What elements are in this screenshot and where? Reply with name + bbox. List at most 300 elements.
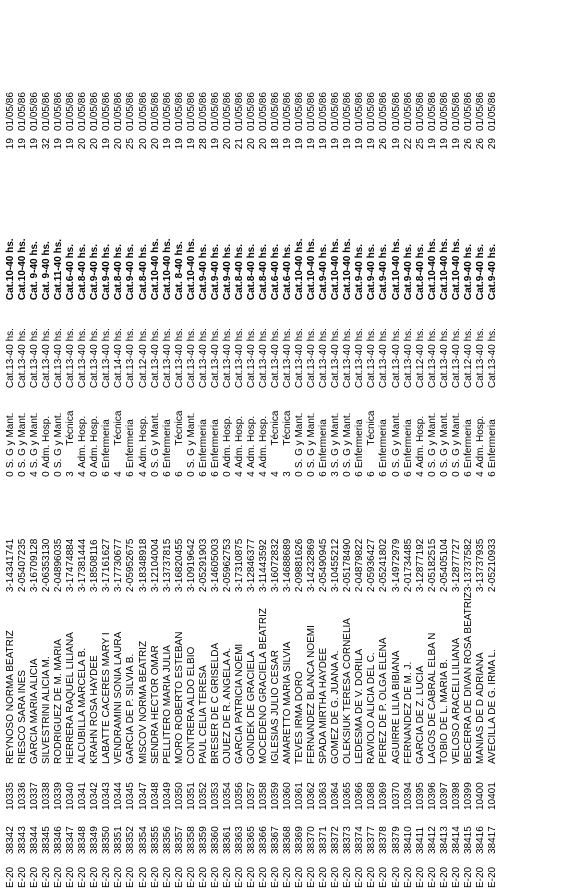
legajo-cell: 10351 xyxy=(185,782,197,810)
area-cell: Adm. Hosp. xyxy=(221,415,233,469)
number-cell: 38410 xyxy=(402,826,414,854)
group-cell: 6 xyxy=(101,471,113,477)
name-cell: BECERRA DE DIVAN ROSA BEATRIZ xyxy=(462,592,474,764)
group-cell: 0 xyxy=(53,471,65,477)
category-from-cell: Cat.13-40 hs. xyxy=(41,328,53,389)
code-cell: E-20 xyxy=(221,866,233,888)
legajo-cell: 10340 xyxy=(65,782,77,810)
date-cell: 01/05/86 xyxy=(378,92,390,132)
category-to-cell: Cat.8-40 hs. xyxy=(245,243,257,301)
category-from-cell: Cat.13-40 hs. xyxy=(390,328,402,389)
category-from-cell: Cat.13-40 hs. xyxy=(233,328,245,389)
document-cell: 3-13737815 xyxy=(161,538,173,593)
count-cell: 19 xyxy=(29,138,41,150)
date-cell: 01/05/86 xyxy=(426,92,438,132)
category-from-cell: Cat.13-40 hs. xyxy=(318,328,330,389)
document-cell: 3-17381444 xyxy=(77,538,89,593)
name-cell: IGLESIAS JULIO CESAR xyxy=(270,650,282,764)
table-row xyxy=(451,92,463,888)
category-from-cell: Cat.13-40 hs. xyxy=(282,328,294,389)
legajo-cell: 10394 xyxy=(402,782,414,810)
code-cell: E-20 xyxy=(101,866,113,888)
date-cell: 01/05/86 xyxy=(113,92,125,132)
code-cell: E-20 xyxy=(17,866,29,888)
area-cell: S. G y Mant. xyxy=(306,412,318,469)
group-cell: 4 xyxy=(29,471,41,477)
number-cell: 38356 xyxy=(161,826,173,854)
group-cell: 0 xyxy=(41,471,53,477)
table-row xyxy=(258,92,270,888)
legajo-cell: 10362 xyxy=(306,782,318,810)
area-cell: Técnica xyxy=(173,410,185,446)
code-cell: E-20 xyxy=(89,866,101,888)
count-cell: 19 xyxy=(209,138,221,150)
document-cell: 2-04879822 xyxy=(354,538,366,593)
name-cell: CONTRERA ALDO ELBIO xyxy=(185,646,197,764)
group-cell: 4 xyxy=(113,471,125,477)
name-cell: OLEKSIUK TERESA CORNELIA xyxy=(342,618,354,764)
code-cell: E-20 xyxy=(450,866,462,888)
area-cell: Enfermeria xyxy=(101,419,113,469)
document-cell: 2-05405104 xyxy=(438,538,450,593)
group-cell: 6 xyxy=(197,471,209,477)
table-row xyxy=(342,92,354,888)
table-row xyxy=(89,92,101,888)
count-cell: 19 xyxy=(5,138,17,150)
category-from-cell: Cat.13-40 hs. xyxy=(486,328,498,389)
table-row xyxy=(41,92,53,888)
table-row xyxy=(174,92,186,888)
table-row xyxy=(415,92,427,888)
number-cell: 38365 xyxy=(245,826,257,854)
number-cell: 38374 xyxy=(354,826,366,854)
table-row xyxy=(101,92,113,888)
name-cell: KRAHN ROSA HAYDEE xyxy=(89,655,101,764)
category-from-cell: Cat.12-40 hs. xyxy=(137,328,149,389)
table-row xyxy=(186,92,198,888)
area-cell: S. G y Mant. xyxy=(450,412,462,469)
code-cell: E-20 xyxy=(282,866,294,888)
group-cell: 0 xyxy=(149,471,161,477)
code-cell: E-20 xyxy=(342,866,354,888)
document-cell: 2-05210933 xyxy=(486,538,498,593)
group-cell: 0 xyxy=(450,471,462,477)
name-cell: GARCIA PATRICIA NOEMI xyxy=(233,643,245,764)
table-row xyxy=(403,92,415,888)
table-row xyxy=(246,92,258,888)
category-from-cell: Cat.13-40 hs. xyxy=(402,328,414,389)
table-row xyxy=(234,92,246,888)
document-cell: 2-05178490 xyxy=(342,538,354,593)
table-row xyxy=(378,92,390,888)
area-cell: Adm. Hosp. xyxy=(245,415,257,469)
table-row xyxy=(222,92,234,888)
category-to-cell: Cat.10-40 hs. xyxy=(5,238,17,301)
group-cell: 4 xyxy=(474,471,486,477)
date-cell: 01/05/86 xyxy=(330,92,342,132)
number-cell: 38346 xyxy=(53,826,65,854)
legajo-cell: 10336 xyxy=(17,782,29,810)
code-cell: E-20 xyxy=(113,866,125,888)
category-to-cell: Cat.10-40 hs. xyxy=(426,238,438,301)
legajo-cell: 10344 xyxy=(113,782,125,810)
count-cell: 19 xyxy=(450,138,462,150)
area-cell: Adm. Hosp. xyxy=(474,415,486,469)
code-cell: E-20 xyxy=(438,866,450,888)
group-cell: 6 xyxy=(462,471,474,477)
legajo-cell: 10354 xyxy=(221,782,233,810)
group-cell: 0 xyxy=(221,471,233,477)
area-cell: Técnica xyxy=(65,410,77,446)
group-cell: 4 xyxy=(245,471,257,477)
group-cell: 6 xyxy=(366,471,378,477)
category-from-cell: Cat.13-40 hs. xyxy=(5,328,17,389)
number-cell: 38416 xyxy=(474,826,486,854)
legajo-cell: 10365 xyxy=(342,782,354,810)
name-cell: AVECILLA DE G. IRMA L. xyxy=(486,649,498,764)
group-cell: 6 xyxy=(209,471,221,477)
legajo-cell: 10399 xyxy=(462,782,474,810)
category-from-cell: Cat.13-40 hs. xyxy=(270,328,282,389)
code-cell: E-20 xyxy=(258,866,269,888)
count-cell: 20 xyxy=(245,138,257,150)
table-row xyxy=(138,92,150,888)
name-cell: VELOSO ARACELI LILIANA xyxy=(450,637,462,764)
date-cell: 01/05/86 xyxy=(354,92,366,132)
area-cell: Adm. Hosp. xyxy=(258,415,269,469)
table-row xyxy=(125,92,137,888)
name-cell: AGUIRRE LILIA BIBIANA xyxy=(390,650,402,764)
date-cell: 01/05/86 xyxy=(270,92,282,132)
date-cell: 01/05/86 xyxy=(149,92,161,132)
code-cell: E-20 xyxy=(378,866,390,888)
category-from-cell: Cat.13-40 hs. xyxy=(294,328,306,389)
category-to-cell: Cat.9-40 hs. xyxy=(89,243,101,301)
table-row xyxy=(427,92,439,888)
document-cell: 3-13737935 xyxy=(474,538,486,593)
document-cell: 2-01734485 xyxy=(402,538,414,593)
category-to-cell: Cat. 9-40 hs. xyxy=(29,241,41,301)
count-cell: 29 xyxy=(486,138,498,150)
number-cell: 38343 xyxy=(17,826,29,854)
count-cell: 19 xyxy=(65,138,77,150)
name-cell: LABATTE CACERES MARY I xyxy=(101,632,113,764)
area-cell: Enfermeria xyxy=(486,419,498,469)
date-cell: 01/05/86 xyxy=(402,92,414,132)
category-from-cell: Cat.13-40 hs. xyxy=(474,328,486,389)
count-cell: 20 xyxy=(89,138,101,150)
code-cell: E-20 xyxy=(149,866,161,888)
date-cell: 01/05/86 xyxy=(221,92,233,132)
category-to-cell: Cat.9-40 hs. xyxy=(209,243,221,301)
number-cell: 38367 xyxy=(270,826,282,854)
number-cell: 38369 xyxy=(294,826,306,854)
date-cell: 01/05/86 xyxy=(233,92,245,132)
category-from-cell: Cat.13-40 hs. xyxy=(77,328,89,389)
area-cell: S. G y Mant. xyxy=(29,412,41,469)
category-to-cell: Cat.8-40 hs. xyxy=(258,243,269,301)
table-row xyxy=(162,92,174,888)
name-cell: TOBIO DE L. MARIA B. xyxy=(438,659,450,764)
date-cell: 01/05/86 xyxy=(197,92,209,132)
count-cell: 26 xyxy=(462,138,474,150)
name-cell: PELLITERO MARIA JULIA xyxy=(161,645,173,764)
category-from-cell: Cat.13-40 hs. xyxy=(65,328,77,389)
date-cell: 01/05/86 xyxy=(282,92,294,132)
category-from-cell: Cat.13-40 hs. xyxy=(185,328,197,389)
category-from-cell: Cat.13-40 hs. xyxy=(53,328,65,389)
code-cell: E-20 xyxy=(209,866,221,888)
group-cell: 0 xyxy=(89,471,101,477)
area-cell: S. G y Mant. xyxy=(342,412,354,469)
date-cell: 01/05/86 xyxy=(438,92,450,132)
category-to-cell: Cat.8-40 hs. xyxy=(233,243,245,301)
count-cell: 21 xyxy=(233,138,245,150)
document-cell: 3-14972979 xyxy=(390,538,402,593)
group-cell: 0 xyxy=(342,471,354,477)
category-from-cell: Cat.14-40 hs. xyxy=(113,328,125,389)
name-cell: MOCEDENO GRACIELA BEATRIZ xyxy=(258,608,269,764)
code-cell: E-20 xyxy=(330,866,342,888)
date-cell: 01/05/86 xyxy=(245,92,257,132)
category-to-cell: Cat.10-40 hs. xyxy=(438,238,450,301)
count-cell: 19 xyxy=(282,138,294,150)
category-to-cell: Cat.9-40 hs. xyxy=(354,243,366,301)
legajo-cell: 10400 xyxy=(474,782,486,810)
area-cell: Adm. Hosp. xyxy=(233,415,245,469)
name-cell: HERRERA RAQUEL LILIANA xyxy=(65,632,77,764)
document-cell: 2-05182515 xyxy=(426,538,438,593)
code-cell: E-20 xyxy=(197,866,209,888)
count-cell: 20 xyxy=(258,138,269,150)
table-row xyxy=(17,92,29,888)
group-cell: 0 xyxy=(5,471,17,477)
category-from-cell: Cat.13-40 hs. xyxy=(258,328,269,389)
table-row xyxy=(487,92,499,888)
table-row xyxy=(53,92,65,888)
date-cell: 01/05/86 xyxy=(414,92,426,132)
code-cell: E-20 xyxy=(366,866,378,888)
name-cell: AMARETTO MARIA SILVIA xyxy=(282,641,294,764)
category-from-cell: Cat.13-40 hs. xyxy=(29,328,41,389)
category-to-cell: Cat.10-40 hs. xyxy=(17,238,29,301)
count-cell: 19 xyxy=(161,138,173,150)
count-cell: 32 xyxy=(41,138,53,150)
group-cell: 4 xyxy=(270,471,282,477)
count-cell: 20 xyxy=(113,138,125,150)
name-cell: FERNANDEZ BLANCA NOEMI xyxy=(306,625,318,764)
area-cell: Enfermeria xyxy=(161,419,173,469)
document-cell: 2-05962753 xyxy=(221,538,233,593)
count-cell: 20 xyxy=(149,138,161,150)
date-cell: 01/05/86 xyxy=(161,92,173,132)
group-cell: 3 xyxy=(65,471,77,477)
date-cell: 01/05/86 xyxy=(185,92,197,132)
category-to-cell: Cat.6-40 hs. xyxy=(65,243,77,301)
category-from-cell: Cat.13-40 hs. xyxy=(366,328,378,389)
number-cell: 38348 xyxy=(77,826,89,854)
code-cell: E-20 xyxy=(414,866,426,888)
number-cell: 38349 xyxy=(89,826,101,854)
category-to-cell: Cat.10-40 hs. xyxy=(342,238,354,301)
document-cell: 3-10919642 xyxy=(185,538,197,593)
group-cell: 0 xyxy=(306,471,318,477)
area-cell: S. G y Mant. xyxy=(5,412,17,469)
legajo-cell: 10369 xyxy=(378,782,390,810)
number-cell: 38379 xyxy=(390,826,402,854)
code-cell: E-20 xyxy=(185,866,197,888)
number-cell: 38378 xyxy=(378,826,390,854)
number-cell: 38342 xyxy=(5,826,17,854)
legajo-cell: 10398 xyxy=(450,782,462,810)
table-row xyxy=(282,92,294,888)
count-cell: 19 xyxy=(330,138,342,150)
table-row xyxy=(318,92,330,888)
table-row xyxy=(113,92,125,888)
table-row xyxy=(391,92,403,888)
date-cell: 01/05/86 xyxy=(294,92,306,132)
number-cell: 38358 xyxy=(185,826,197,854)
group-cell: 6 xyxy=(125,471,137,477)
group-cell: 4 xyxy=(233,471,245,477)
table-row xyxy=(366,92,378,888)
legajo-cell: 10358 xyxy=(258,782,269,810)
category-to-cell: Cat.9-40 hs. xyxy=(402,243,414,301)
number-cell: 38360 xyxy=(209,826,221,854)
name-cell: SPADA MIRTHA HAYDEE xyxy=(318,647,330,764)
code-cell: E-20 xyxy=(173,866,185,888)
number-cell: 38344 xyxy=(29,826,41,854)
count-cell: 19 xyxy=(390,138,402,150)
number-cell: 38370 xyxy=(306,826,318,854)
document-cell: 2-05241802 xyxy=(378,538,390,593)
count-cell: 28 xyxy=(197,138,209,150)
group-cell: 0 xyxy=(438,471,450,477)
date-cell: 01/05/86 xyxy=(258,92,269,132)
category-to-cell: Cat.11-40 hs. xyxy=(53,238,65,301)
category-from-cell: Cat.13-40 hs. xyxy=(438,328,450,389)
legajo-cell: 10357 xyxy=(245,782,257,810)
group-cell: 4 xyxy=(414,471,426,477)
area-cell: Técnica xyxy=(270,410,282,446)
legajo-cell: 10370 xyxy=(390,782,402,810)
category-to-cell: Cat.10-40 hs. xyxy=(185,238,197,301)
category-to-cell: Cat.9-40 hs. xyxy=(474,243,486,301)
code-cell: E-20 xyxy=(402,866,414,888)
date-cell: 01/05/86 xyxy=(366,92,378,132)
code-cell: E-20 xyxy=(41,866,53,888)
number-cell: 38411 xyxy=(414,826,426,854)
document-cell: 2-04896035 xyxy=(53,538,65,593)
table-row xyxy=(475,92,487,888)
name-cell: PAUL CELIA TERESA xyxy=(197,665,209,764)
code-cell: E-20 xyxy=(354,866,366,888)
number-cell: 38413 xyxy=(438,826,450,854)
count-cell: 25 xyxy=(414,138,426,150)
number-cell: 38415 xyxy=(462,826,474,854)
number-cell: 38417 xyxy=(486,826,498,854)
table-row xyxy=(270,92,282,888)
date-cell: 01/05/86 xyxy=(17,92,29,132)
category-to-cell: Cat.9-40 hs. xyxy=(125,243,137,301)
count-cell: 19 xyxy=(354,138,366,150)
category-from-cell: Cat.13-40 hs. xyxy=(450,328,462,389)
code-cell: E-20 xyxy=(306,866,318,888)
legajo-cell: 10348 xyxy=(149,782,161,810)
legajo-cell: 10395 xyxy=(414,782,426,810)
document-cell: 3-11443592 xyxy=(258,539,269,593)
name-cell: SENDRA HECTOR OMAR xyxy=(149,645,161,764)
count-cell: 25 xyxy=(125,138,137,150)
category-to-cell: Cat.6-40 hs. xyxy=(270,243,282,301)
document-cell: 2-06353130 xyxy=(41,538,53,593)
document-cell: 3-14688689 xyxy=(282,538,294,593)
name-cell: MORO ROBERTO ESTEBAN xyxy=(173,631,185,764)
category-from-cell: Cat.13-40 hs. xyxy=(378,328,390,389)
code-cell: E-20 xyxy=(426,866,438,888)
area-cell: S. G y Mant. xyxy=(17,412,29,469)
document-cell: 3-12846377 xyxy=(245,538,257,593)
count-cell: 20 xyxy=(221,138,233,150)
name-cell: RAVIOLO ALICIA DEL C. xyxy=(366,652,378,764)
table-row xyxy=(330,92,342,888)
area-cell: Enfermeria xyxy=(402,419,414,469)
document-cell: 3-17730677 xyxy=(113,538,125,593)
area-cell: S. G y Mant. xyxy=(330,412,342,469)
group-cell: 4 xyxy=(258,471,269,477)
name-cell: MANIAS DE D ADRIANA xyxy=(474,652,486,764)
area-cell: Enfermeria xyxy=(209,419,221,469)
legajo-cell: 10397 xyxy=(438,782,450,810)
category-from-cell: Cat.13-40 hs. xyxy=(245,328,257,389)
number-cell: 38355 xyxy=(149,826,161,854)
legajo-cell: 10349 xyxy=(161,782,173,810)
legajo-cell: 10363 xyxy=(318,782,330,810)
legajo-cell: 10401 xyxy=(486,782,498,810)
number-cell: 38412 xyxy=(426,826,438,854)
group-cell: 6 xyxy=(402,471,414,477)
code-cell: E-20 xyxy=(390,866,402,888)
table-row xyxy=(210,92,222,888)
name-cell: PEREZ DE P. OLGA ELENA xyxy=(378,637,390,764)
category-from-cell: Cat.13-40 hs. xyxy=(101,328,113,389)
number-cell: 38377 xyxy=(366,826,378,854)
document-cell: 3-12104004 xyxy=(149,538,161,593)
area-cell: Técnica xyxy=(282,410,294,446)
legajo-cell: 10364 xyxy=(330,782,342,810)
legajo-cell: 10352 xyxy=(197,782,209,810)
area-cell: S. G y Mant. xyxy=(149,412,161,469)
date-cell: 01/05/86 xyxy=(173,92,185,132)
category-to-cell: Cat.8-40 hs. xyxy=(414,243,426,301)
personnel-table xyxy=(5,92,499,888)
category-from-cell: Cat.13-40 hs. xyxy=(89,328,101,389)
legajo-cell: 10347 xyxy=(137,782,149,810)
code-cell: E-20 xyxy=(486,866,498,888)
table-row xyxy=(5,92,17,888)
category-to-cell: Cat.6-40 hs. xyxy=(282,243,294,301)
date-cell: 01/05/86 xyxy=(29,92,41,132)
number-cell: 38366 xyxy=(258,826,269,854)
legajo-cell: 10361 xyxy=(294,782,306,810)
category-to-cell: Cat.10-40 hs. xyxy=(294,238,306,301)
table-row xyxy=(354,92,366,888)
code-cell: E-20 xyxy=(29,866,41,888)
table-row xyxy=(439,92,451,888)
legajo-cell: 10350 xyxy=(173,782,185,810)
date-cell: 01/05/86 xyxy=(450,92,462,132)
group-cell: 6 xyxy=(354,471,366,477)
